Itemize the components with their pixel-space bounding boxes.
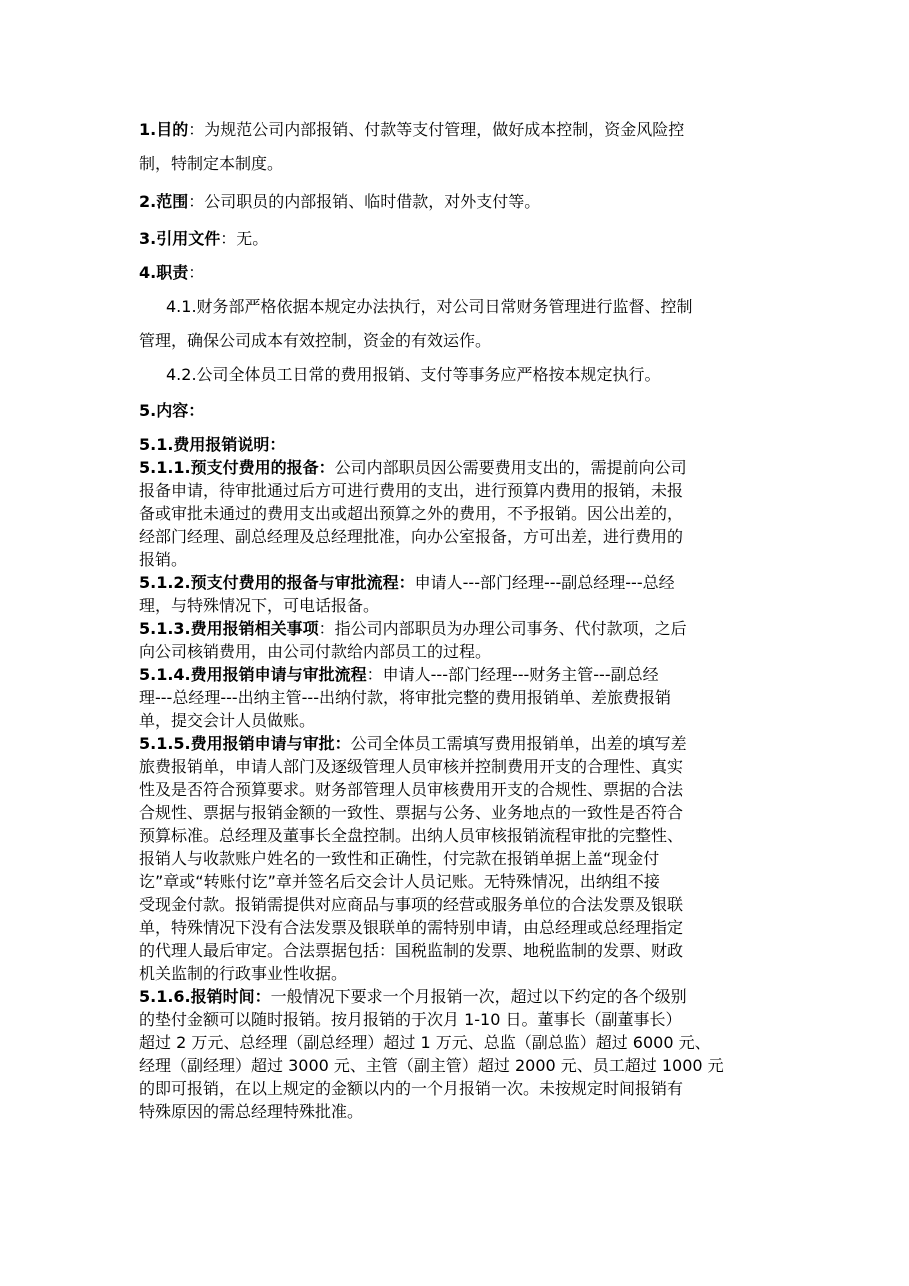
s515-line: 机关监制的行政事业性收据。 <box>139 964 348 983</box>
s515-line: 合规性、票据与报销金额的一致性、票据与公务、业务地点的一致性是否符合 <box>139 803 684 822</box>
s516-line: 经理（副经理）超过 3000 元、主管（副主管）超过 2000 元、员工超过 1000 元 <box>139 1056 724 1075</box>
s515-line: 讫”章或“转账付讫”章并签名后交会计人员记账。无特殊情况，出纳组不接 <box>139 872 660 891</box>
s514-line-1: 5.1.4.费用报销申请与审批流程：申请人---部门经理---财务主管---副总经 <box>139 665 659 684</box>
duty-4-1-line-2: 管理，确保公司成本有效控制，资金的有效运作。 <box>139 331 492 350</box>
s515-line: 受现金付款。报销需提供对应商品与事项的经营或服务单位的合法发票及银联 <box>139 895 684 914</box>
scope-text: 公司职员的内部报销、临时借款，对外支付等。 <box>204 192 541 211</box>
s515-line: 性及是否符合预算要求。财务部管理人员审核费用开支的合规性、票据的合法 <box>139 780 684 799</box>
s515-line: 的代理人最后审定。合法票据包括：国税监制的发票、地税监制的发票、财政 <box>139 941 684 960</box>
purpose-line-2: 制，特制定本制度。 <box>139 154 284 173</box>
s516-line: 的即可报销，在以上规定的金额以内的一个月报销一次。未按规定时间报销有 <box>139 1079 684 1098</box>
section-references: 3.引用文件：无。 <box>139 229 269 248</box>
s515-line: 旅费报销单，申请人部门及逐级管理人员审核并控制费用开支的合理性、真实 <box>139 757 684 776</box>
s513-heading: 5.1.3.费用报销相关事项 <box>139 619 319 638</box>
section-duties: 4.职责： 4.1.财务部严格依据本规定办法执行，对公司日常财务管理进行监督、控制 管理，确保公司成本有效控制，资金的有效运作。 4.2.公司全体员工日常的费用报销、支付等事务应严格按本规定执行。 <box>139 256 779 392</box>
purpose-line-1: 1.目的：为规范公司内部报销、付款等支付管理，做好成本控制，资金风险控 <box>139 120 685 139</box>
s514-line: 单，提交会计人员做账。 <box>139 711 316 730</box>
s516-line: 的垫付金额可以随时报销。按月报销的于次月 1-10 日。董事长（副董事长） <box>139 1010 682 1029</box>
s515-heading: 5.1.5.费用报销申请与审批： <box>139 734 351 753</box>
section-scope: 2.范围：公司职员的内部报销、临时借款，对外支付等。 <box>139 192 541 211</box>
s515-line-1: 5.1.5.费用报销申请与审批：公司全体员工需填写费用报销单，出差的填写差 <box>139 734 687 753</box>
references-heading: 3.引用文件 <box>139 229 221 248</box>
s516-line-1: 5.1.6.报销时间：一般情况下要求一个月报销一次，超过以下约定的各个级别 <box>139 987 687 1006</box>
duty-4-1-line-1: 4.1.财务部严格依据本规定办法执行，对公司日常财务管理进行监督、控制 <box>166 297 693 316</box>
s512-line-1: 5.1.2.预支付费用的报备与审批流程：申请人---部门经理---副总经理---总经 <box>139 573 675 592</box>
s511-line: 经部门经理、副总经理及总经理批准，向办公室报备，方可出差，进行费用的 <box>139 527 684 546</box>
duty-4-2: 4.2.公司全体员工日常的费用报销、支付等事务应严格按本规定执行。 <box>166 365 661 384</box>
references-text: 无。 <box>236 229 269 248</box>
content-heading: 5.内容： <box>139 401 205 420</box>
scope-heading: 2.范围 <box>139 192 189 211</box>
s513-line-1: 5.1.3.费用报销相关事项：指公司内部职员为办理公司事务、代付款项，之后 <box>139 619 687 638</box>
s514-heading: 5.1.4.费用报销申请与审批流程 <box>139 665 367 684</box>
section-purpose <box>139 113 779 181</box>
s515-line: 预算标准。总经理及董事长全盘控制。出纳人员审核报销流程审批的完整性、 <box>139 826 684 845</box>
s511-line: 报备申请，待审批通过后方可进行费用的支出，进行预算内费用的报销，未报 <box>139 481 684 500</box>
s513-line: 向公司核销费用，由公司付款给内部员工的过程。 <box>139 642 492 661</box>
purpose-heading: 1.目的 <box>139 120 189 139</box>
s511-heading: 5.1.1.预支付费用的报备： <box>139 458 335 477</box>
s514-line: 理---总经理---出纳主管---出纳付款，将审批完整的费用报销单、差旅费报销 <box>139 688 671 707</box>
s516-line: 超过 2 万元、总经理（副总经理）超过 1 万元、总监（副总监）超过 6000 元、 <box>139 1033 711 1052</box>
s511-line-1: 5.1.1.预支付费用的报备：公司内部职员因公需要费用支出的，需提前向公司 <box>139 458 687 477</box>
s511-line: 备或审批未通过的费用支出或超出预算之外的费用，不予报销。因公出差的， <box>139 504 684 523</box>
s512-line: 理，与特殊情况下，可电话报备。 <box>139 596 380 615</box>
section-content <box>139 394 779 428</box>
s511-line: 报销。 <box>139 550 188 569</box>
s516-heading: 5.1.6.报销时间： <box>139 987 271 1006</box>
s516-line: 特殊原因的需总经理特殊批准。 <box>139 1102 364 1121</box>
s512-heading: 5.1.2.预支付费用的报备与审批流程： <box>139 573 415 592</box>
section-5-1 <box>139 433 779 1123</box>
s51-heading: 5.1.费用报销说明： <box>139 435 286 454</box>
duties-heading: 4.职责 <box>139 263 189 282</box>
s515-line: 单，特殊情况下没有合法发票及银联单的需特别申请，由总经理或总经理指定 <box>139 918 684 937</box>
s515-line: 报销人与收款账户姓名的一致性和正确性，付完款在报销单据上盖“现金付 <box>139 849 660 868</box>
